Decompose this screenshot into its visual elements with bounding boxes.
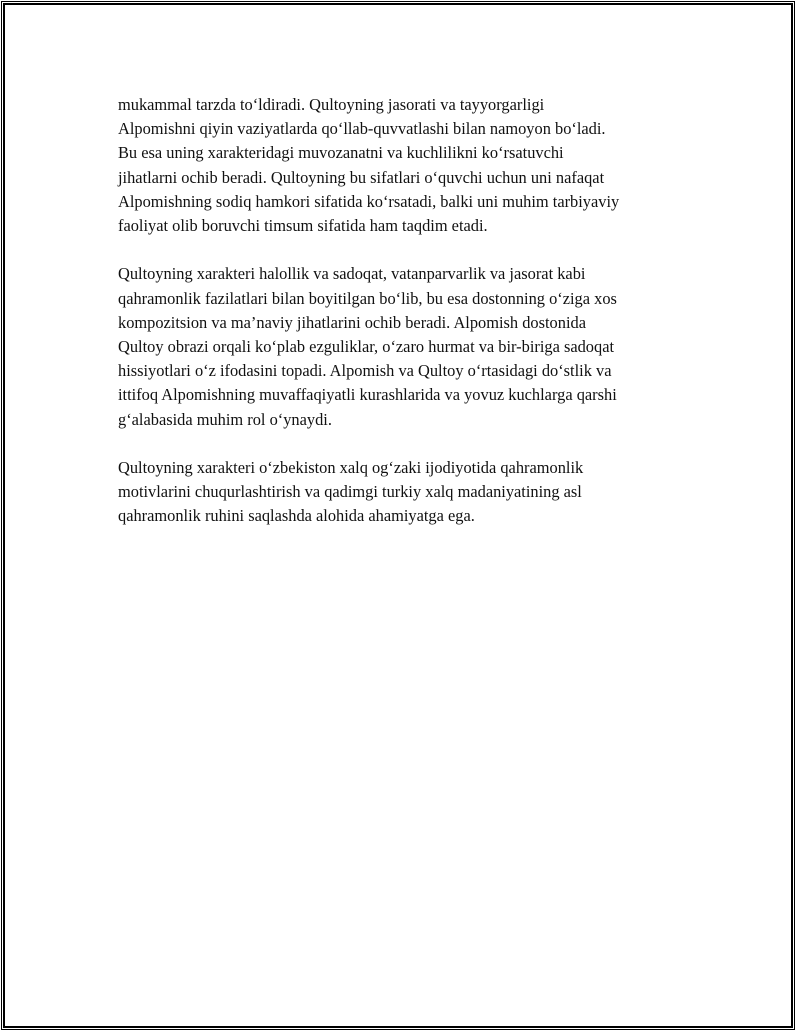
paragraph-1: mukammal tarzda to‘ldiradi. Qultoyning jasorati va tayyorgarligi Alpomishni qiyin vaziyatlarda qo‘llab-quvvatlashi bilan namoyon bo‘ladi. Bu esa uning xarakteridagi muvozanatni va kuchlilikni ko‘rsatuvchi jihatlarni ochib beradi. Qultoyning bu sifatlari o‘quvchi uchun uni nafaqat Alpomishning sodiq hamkori sifatida ko‘rsatadi, balki uni muhim tarbiyaviy faoliyat olib boruvchi timsum sifatida ham taqdim etadi. bbox=[118, 95, 620, 236]
document-body bbox=[118, 93, 690, 553]
paragraph-2: Qultoyning xarakteri halollik va sadoqat, vatanparvarlik va jasorat kabi qahramonlik fazilatlari bilan boyitilgan bo‘lib, bu esa dostonning o‘ziga xos kompozitsion va ma’naviy jihatlarini ochib beradi. Alpomish dostonida Qultoy obrazi orqali ko‘plab ezguliklar, o‘zaro hurmat va bir-biriga sadoqat hissiyotlari o‘z ifodasini topadi. Alpomish va Qultoy o‘rtasidagi do‘stlik va ittifoq Alpomishning muvaffaqiyatli kurashlarida va yovuz kuchlarga qarshi g‘alabasida muhim rol o‘ynaydi. bbox=[118, 264, 617, 429]
paragraph-3: Qultoyning xarakteri o‘zbekiston xalq og‘zaki ijodiyotida qahramonlik motivlarini chuqurlashtirish va qadimgi turkiy xalq madaniyatining asl qahramonlik ruhini saqlashda alohida ahamiyatga ega. bbox=[118, 458, 584, 526]
